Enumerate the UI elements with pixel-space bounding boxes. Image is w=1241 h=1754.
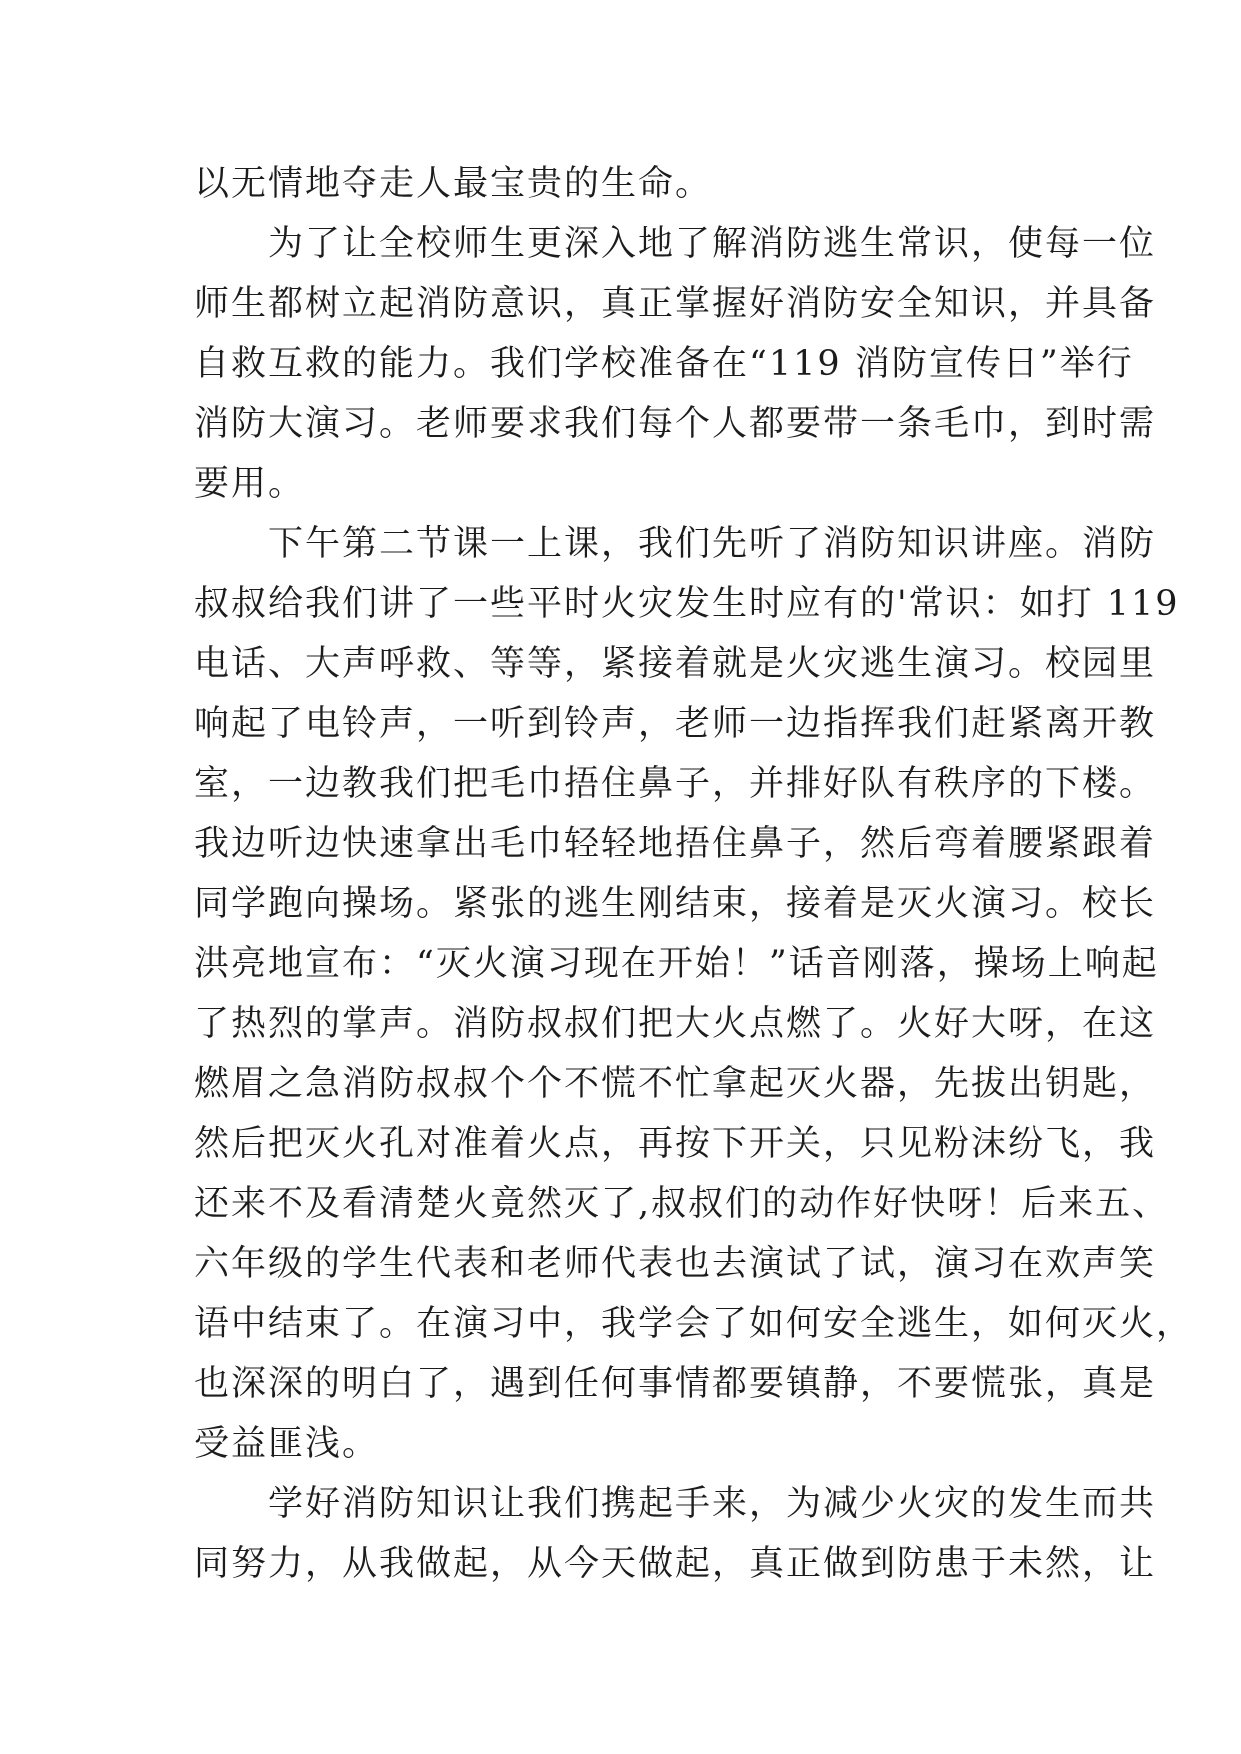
text-line: 同学跑向操场。紧张的逃生刚结束，接着是灭火演习。校长 [194, 884, 1157, 924]
text-line: 以无情地夺走人最宝贵的生命。 [194, 164, 713, 204]
text-line: 语中结束了。在演习中，我学会了如何安全逃生，如何灭火， [194, 1304, 1194, 1344]
text-line: 同努力，从我做起，从今天做起，真正做到防患于未然，让 [194, 1544, 1157, 1584]
text-line: 电话、大声呼救、等等，紧接着就是火灾逃生演习。校园里 [194, 644, 1157, 684]
text-line: 也深深的明白了，遇到任何事情都要镇静，不要慌张，真是 [194, 1364, 1157, 1404]
text-line: 了热烈的掌声。消防叔叔们把大火点燃了。火好大呀，在这 [194, 1004, 1157, 1044]
text-line: 我边听边快速拿出毛巾轻轻地捂住鼻子，然后弯着腰紧跟着 [194, 824, 1157, 864]
text-line: 要用。 [194, 464, 306, 504]
text-line: 自救互救的能力。我们学校准备在“119 消防宣传日”举行 [194, 344, 1134, 384]
document-body [194, 154, 1194, 1594]
text-line: 室，一边教我们把毛巾捂住鼻子，并排好队有秩序的下楼。 [194, 764, 1157, 804]
text-line: 六年级的学生代表和老师代表也去演试了试，演习在欢声笑 [194, 1244, 1157, 1284]
text-line: 响起了电铃声，一听到铃声，老师一边指挥我们赶紧离开教 [194, 704, 1157, 744]
text-line: 师生都树立起消防意识，真正掌握好消防安全知识，并具备 [194, 284, 1157, 324]
text-line: 叔叔给我们讲了一些平时火灾发生时应有的'常识：如打 119 [194, 584, 1180, 624]
text-line: 下午第二节课一上课，我们先听了消防知识讲座。消防 [194, 524, 1157, 564]
text-line: 学好消防知识让我们携起手来，为减少火灾的发生而共 [194, 1484, 1157, 1524]
text-line: 还来不及看清楚火竟然灭了,叔叔们的动作好快呀！后来五、 [194, 1184, 1170, 1224]
text-line: 为了让全校师生更深入地了解消防逃生常识，使每一位 [194, 224, 1157, 264]
text-line: 受益匪浅。 [194, 1424, 380, 1464]
text-line: 然后把灭火孔对准着火点，再按下开关，只见粉沫纷飞，我 [194, 1124, 1157, 1164]
text-line: 消防大演习。老师要求我们每个人都要带一条毛巾，到时需 [194, 404, 1157, 444]
text-line: 洪亮地宣布：“灭火演习现在开始！”话音刚落，操场上响起 [194, 944, 1159, 984]
text-line: 燃眉之急消防叔叔个个不慌不忙拿起灭火器，先拔出钥匙， [194, 1064, 1157, 1104]
